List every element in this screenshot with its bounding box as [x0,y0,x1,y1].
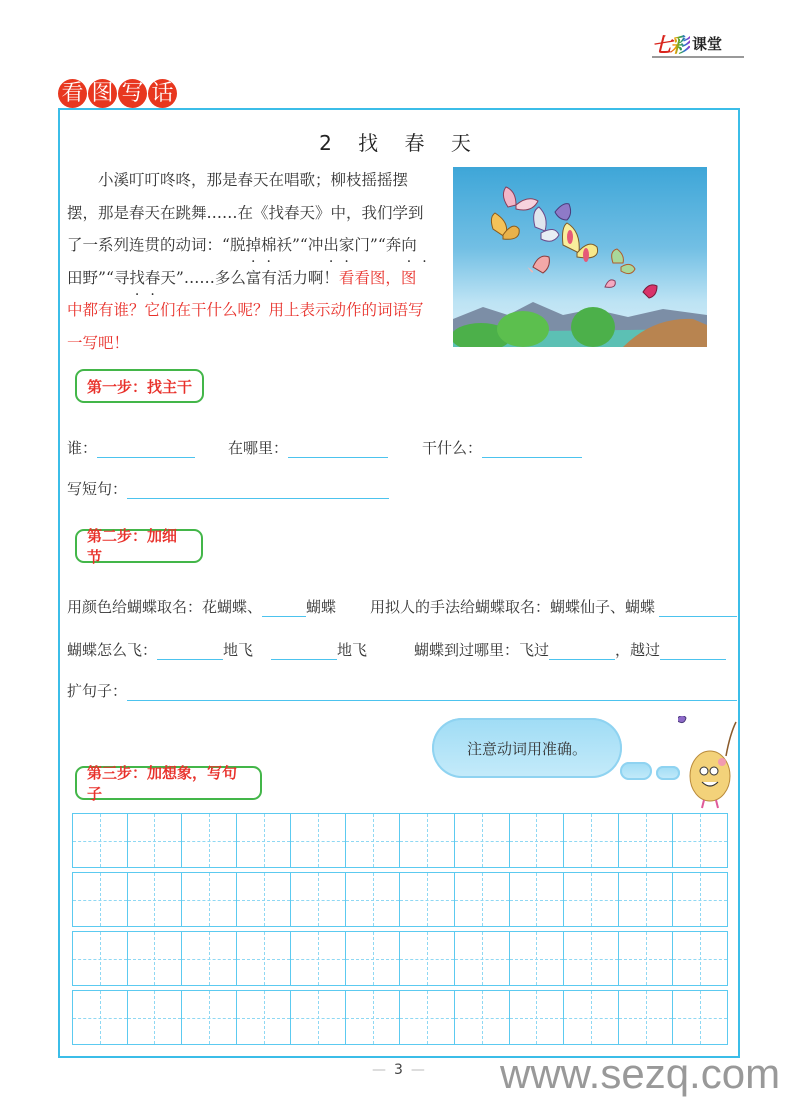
grid-cell[interactable] [564,814,619,867]
step-1-badge: 第一步：找主干 [75,369,204,403]
grid-cell[interactable] [346,991,401,1044]
section-char: 图 [88,79,117,108]
section-char: 看 [58,79,87,108]
color-name-field [67,596,336,617]
tip-cloud [432,718,622,778]
butterfly-icon [605,280,615,288]
page-title: 2 找 春 天 [319,131,481,155]
grid-cell[interactable] [237,814,292,867]
emphasis-char: 向 [401,236,417,254]
watermark: www.sezq.com [500,1050,781,1097]
butterfly-icon [503,187,538,210]
butterfly-icon [643,285,657,298]
grid-cell[interactable] [673,932,727,985]
emphasis-char: 找 [129,268,145,287]
section-char: 写 [118,79,147,108]
grid-cell[interactable] [237,873,292,926]
grid-cell[interactable] [182,932,237,985]
color-name-input[interactable] [262,598,306,617]
doing-what-field [422,437,582,458]
grid-cell[interactable] [128,932,183,985]
grid-cell[interactable] [182,873,237,926]
grid-cell[interactable] [619,814,674,867]
fly-suffix-2: 地飞 [337,641,368,659]
page-number-value: 3 [394,1062,403,1078]
grid-cell[interactable] [291,932,346,985]
brand-cai: 彩 [670,29,690,58]
grid-cell[interactable] [291,814,346,867]
grid-cell[interactable] [455,873,510,926]
doing-what-label: 干什么： [422,439,483,457]
grid-cell[interactable] [73,814,128,867]
dash-decoration: — [372,1062,386,1078]
page-number [364,1062,433,1078]
grid-cell[interactable] [455,814,510,867]
grid-cell[interactable] [182,991,237,1044]
emphasis-char: 寻 [113,268,130,287]
mascot-illustration [678,716,738,816]
expand-sentence-input[interactable] [127,682,737,701]
cross-over-input[interactable] [660,641,726,660]
brand-qi: 七 [652,32,670,57]
who-input[interactable] [97,439,195,458]
intro-text: ”“ [291,236,308,254]
grid-cell[interactable] [455,932,510,985]
butterfly-icon [612,249,635,274]
where-field [228,437,388,458]
how-fly-field [67,639,367,660]
grid-cell[interactable] [510,991,565,1044]
grid-cell[interactable] [619,932,674,985]
butterfly-icon [563,223,598,262]
grid-cell[interactable] [673,814,727,867]
how-fly-input-2[interactable] [271,641,337,660]
grid-cell[interactable] [237,991,292,1044]
intro-text: ”……多么富有活力啊！ [175,268,339,287]
grid-cell[interactable] [73,873,128,926]
who-label: 谁： [67,439,98,457]
short-sentence-input[interactable] [127,480,389,499]
grid-cell[interactable] [619,991,674,1044]
butterfly-icon [491,213,519,239]
grid-cell[interactable] [346,814,401,867]
personify-name-label: 用拟人的手法给蝴蝶取名：蝴蝶仙子、蝴蝶 [370,598,656,616]
grid-cell[interactable] [510,932,565,985]
where-been-label: 蝴蝶到过哪里：飞过 [414,641,550,659]
expand-sentence-field [67,680,737,701]
grid-cell[interactable] [400,873,455,926]
butterfly-icon [555,204,571,220]
intro-paragraph [67,164,427,359]
fly-suffix-1: 地飞 [223,641,254,659]
grid-cell[interactable] [400,814,455,867]
grid-row [72,813,728,868]
instruction-text: 看看图，图中都有谁？它们在干什么呢？用上表示动作的词语写一写吧！ [67,268,424,352]
where-input[interactable] [288,439,388,458]
grid-cell[interactable] [346,932,401,985]
butterfly-scene-illustration [453,167,707,347]
color-name-suffix: 蝴蝶 [306,598,337,616]
intro-text: 小溪叮叮咚咚，那是春天在唱歌；柳枝摇摇摆摆，那是春天在跳舞……在《找春天》中，我们学到了一系列连贯的动词：“ [67,171,424,254]
section-char: 话 [148,79,177,108]
writing-grid[interactable] [72,813,728,1049]
step-3-badge: 第三步：加想象，写句子 [75,766,262,800]
cloud-bubble-icon [656,766,680,780]
brand-logo [652,30,744,58]
grid-row [72,872,728,927]
fly-over-input[interactable] [549,641,615,660]
cross-over-label: ，越过 [615,641,661,659]
grid-cell[interactable] [291,991,346,1044]
grid-row [72,931,728,986]
grid-cell[interactable] [128,814,183,867]
emphasis-char: 掉 [245,236,261,254]
emphasis-char: 冲 [307,236,324,254]
grid-cell[interactable] [182,814,237,867]
emphasis-char: 脱 [229,236,246,254]
grid-cell[interactable] [291,873,346,926]
grid-cell[interactable] [564,932,619,985]
grid-cell[interactable] [128,873,183,926]
butterfly-icon [528,256,550,273]
grid-cell[interactable] [400,991,455,1044]
intro-text: 田野 [67,268,99,287]
emphasis-char: 出 [323,236,339,254]
grid-cell[interactable] [673,991,727,1044]
grid-row [72,990,728,1045]
intro-text: 棉袄 [260,236,292,254]
grid-cell[interactable] [564,873,619,926]
expand-sentence-label: 扩句子： [67,682,128,700]
how-fly-input-1[interactable] [157,641,223,660]
tip-text: 注意动词用准确。 [466,739,587,758]
where-label: 在哪里： [228,439,289,457]
how-fly-label: 蝴蝶怎么飞： [67,641,158,659]
where-been-field [414,639,726,660]
brand-ketang: 课堂 [692,34,723,53]
personify-name-input[interactable] [659,598,737,617]
intro-text: 家门 [338,236,370,254]
grid-cell[interactable] [128,991,183,1044]
short-sentence-label: 写短句： [67,480,128,498]
butterfly-icon [678,716,686,723]
short-sentence-field [67,478,389,499]
step-2-badge: 第二步：加细节 [75,529,203,563]
section-badge [58,79,177,108]
grid-cell[interactable] [673,873,727,926]
color-name-label: 用颜色给蝴蝶取名：花蝴蝶、 [67,598,263,616]
dash-decoration: — [410,1062,425,1078]
grid-cell[interactable] [346,873,401,926]
doing-what-input[interactable] [482,439,582,458]
grid-cell[interactable] [237,932,292,985]
grid-cell[interactable] [564,991,619,1044]
grid-cell[interactable] [73,932,128,985]
intro-text: ”“ [98,268,114,287]
cloud-bubble-icon [620,762,652,780]
emphasis-char: 奔 [385,236,402,254]
grid-cell[interactable] [400,932,455,985]
grid-cell[interactable] [510,814,565,867]
grid-cell[interactable] [510,873,565,926]
intro-text: 春天 [144,268,176,287]
intro-text: ”“ [369,236,386,254]
grid-cell[interactable] [73,991,128,1044]
grid-cell[interactable] [455,991,510,1044]
who-field [67,437,195,458]
personify-name-field [370,596,737,617]
grid-cell[interactable] [619,873,674,926]
